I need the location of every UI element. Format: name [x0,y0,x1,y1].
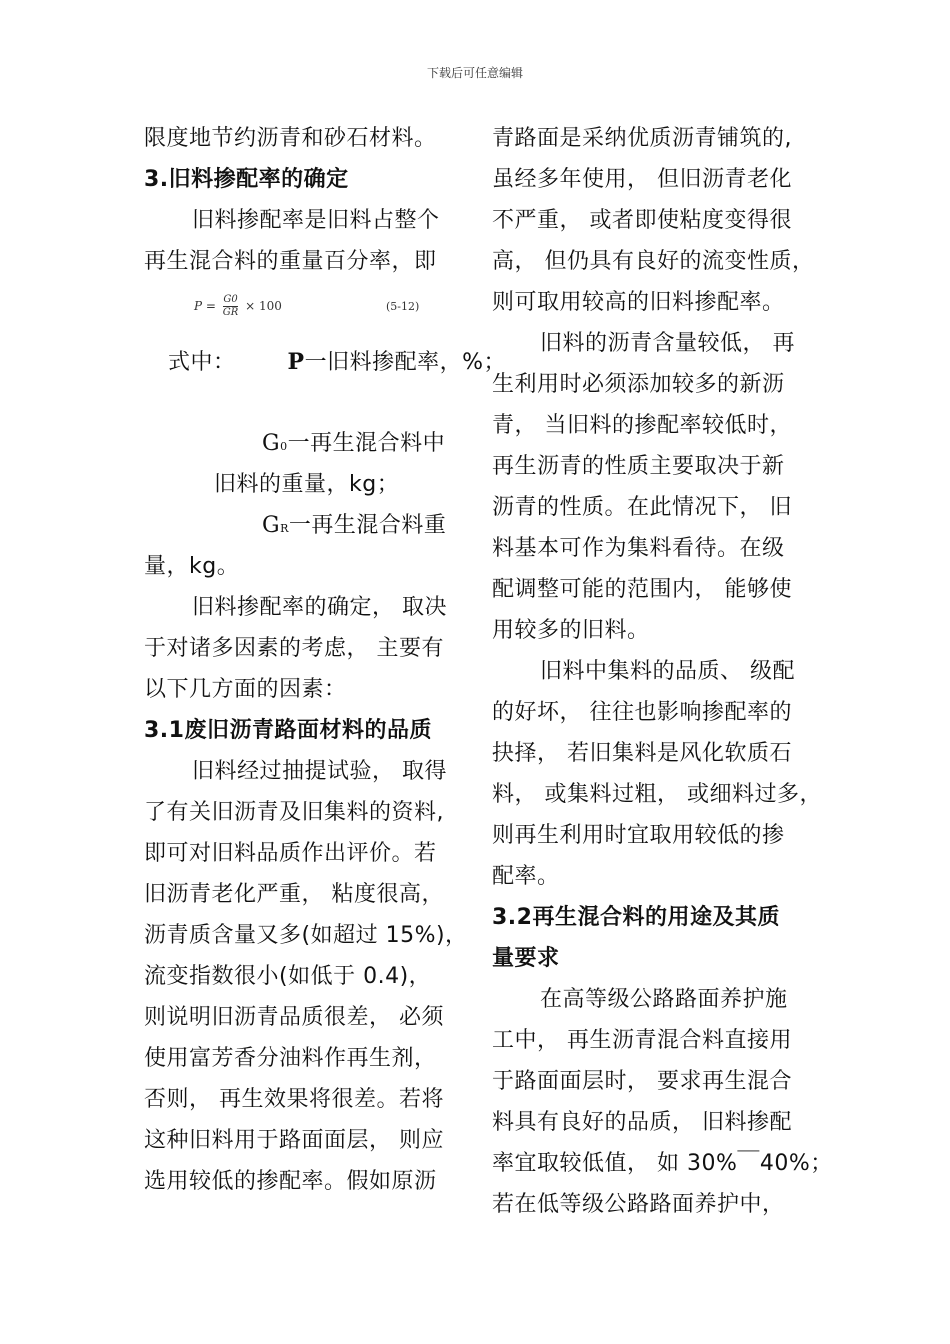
text-line: 料具有良好的品质， 旧料掺配 [492,1110,792,1135]
text-line: 流变指数很小(如低于 0.4)， [144,964,432,989]
text-line: 青路面是采纳优质沥青铺筑的, [492,126,792,151]
formula-fraction [223,294,239,319]
section-heading: 3.1废旧沥青路面材料的品质 [144,718,432,743]
text-line: 这种旧料用于路面面层， 则应 [144,1128,444,1153]
text-line: 于对诸多因素的考虑， 主要有 [144,636,444,661]
text-line: 旧料的沥青含量较低， 再 [540,331,795,356]
where-prefix: 式中： [168,350,236,375]
formula-denominator: GR [222,307,239,318]
text-line: 于路面面层时， 要求再生混合 [492,1069,792,1094]
text-line: 旧料中集料的品质、 级配 [540,659,795,684]
text-line: 抉择， 若旧集料是风化软质石 [492,741,792,766]
text-line: 料基本可作为集料看待。在级 [492,536,785,561]
symbol-g0: G [262,431,281,456]
text-line: 生利用时必须添加较多的新沥 [492,372,785,397]
text-line: 料， 或集料过粗， 或细料过多， [492,782,822,807]
text-line: 再生沥青的性质主要取决于新 [492,454,785,479]
text-line: 旧料的重量，kg； [214,472,400,497]
text-line: 的好坏， 往往也影响掺配率的 [492,700,792,725]
symbol-gr-desc: 一再生混合料重 [288,513,447,538]
symbol-g0-sub: 0 [280,440,288,453]
section-heading: 3.旧料掺配率的确定 [144,167,349,192]
text-line: 虽经多年使用， 但旧沥青老化 [492,167,792,192]
text-line: 沥青质含量又多(如超过 15%)， [144,923,468,948]
formula-expression [194,294,282,319]
symbol-p: P [287,349,305,375]
left-column [144,118,506,1202]
text-line: 工中， 再生沥青混合料直接用 [492,1028,792,1053]
text-line: 沥青的性质。在此情况下， 旧 [492,495,792,520]
right-column [492,118,833,1225]
text-line: 了有关旧沥青及旧集料的资料, [144,800,444,825]
text-line: 则说明旧沥青品质很差， 必须 [144,1005,444,1030]
text-line: 率宜取较低值， 如 30%￣40%； [492,1151,833,1176]
text-line: 配调整可能的范围内， 能够使 [492,577,792,602]
text-line: 即可对旧料品质作出评价。若 [144,841,437,866]
formula-numerator: G0 [223,294,238,305]
text-line: 以下几方面的因素： [144,677,347,702]
text-line: 则可取用较高的旧料掺配率。 [492,290,785,315]
text-line: 旧料掺配率是旧料占整个 [192,208,440,233]
text-line: 否则， 再生效果将很差。若将 [144,1087,444,1112]
text-line: 旧料掺配率的确定， 取决 [192,595,447,620]
formula-tail: × 100 [245,299,282,313]
equation-number: (5-12) [386,300,420,313]
symbol-g0-desc: 一再生混合料中 [287,431,446,456]
text-line: 配率。 [492,864,560,889]
text-line: 青， 当旧料的掺配率较低时， [492,413,792,438]
symbol-p-desc: 一旧料掺配率，%； [304,350,506,375]
symbol-gr: G [262,513,281,538]
text-line: 使用富芳香分油料作再生剂， [144,1046,437,1071]
section-heading-cont: 量要求 [492,946,560,971]
text-line: 用较多的旧料。 [492,618,650,643]
formula [144,282,464,342]
g0-line [144,423,464,464]
text-line: 不严重， 或者即使粘度变得很 [492,208,792,233]
text-line: 旧料经过抽提试验， 取得 [192,759,447,784]
text-line: 旧沥青老化严重， 粘度很高， [144,882,444,907]
page-header: 下载后可任意编辑 [426,66,523,80]
text-line: 在高等级公路路面养护施 [540,987,788,1012]
formula-lhs: P = [194,299,216,313]
symbol-gr-sub: R [280,522,289,535]
text-line: 选用较低的掺配率。假如原沥 [144,1169,437,1194]
text-line: 若在低等级公路路面养护中， [492,1192,785,1217]
text-line: 限度地节约沥青和砂石材料。 [144,126,437,151]
text-line: 再生混合料的重量百分率，即 [144,249,437,274]
text-line: 则再生利用时宜取用较低的掺 [492,823,785,848]
gr-line [144,505,464,546]
section-heading: 3.2再生混合料的用途及其质 [492,905,780,930]
where-line [144,342,506,383]
text-line: 高， 但仍具有良好的流变性质， [492,249,815,274]
text-line: 量，kg。 [144,554,240,579]
